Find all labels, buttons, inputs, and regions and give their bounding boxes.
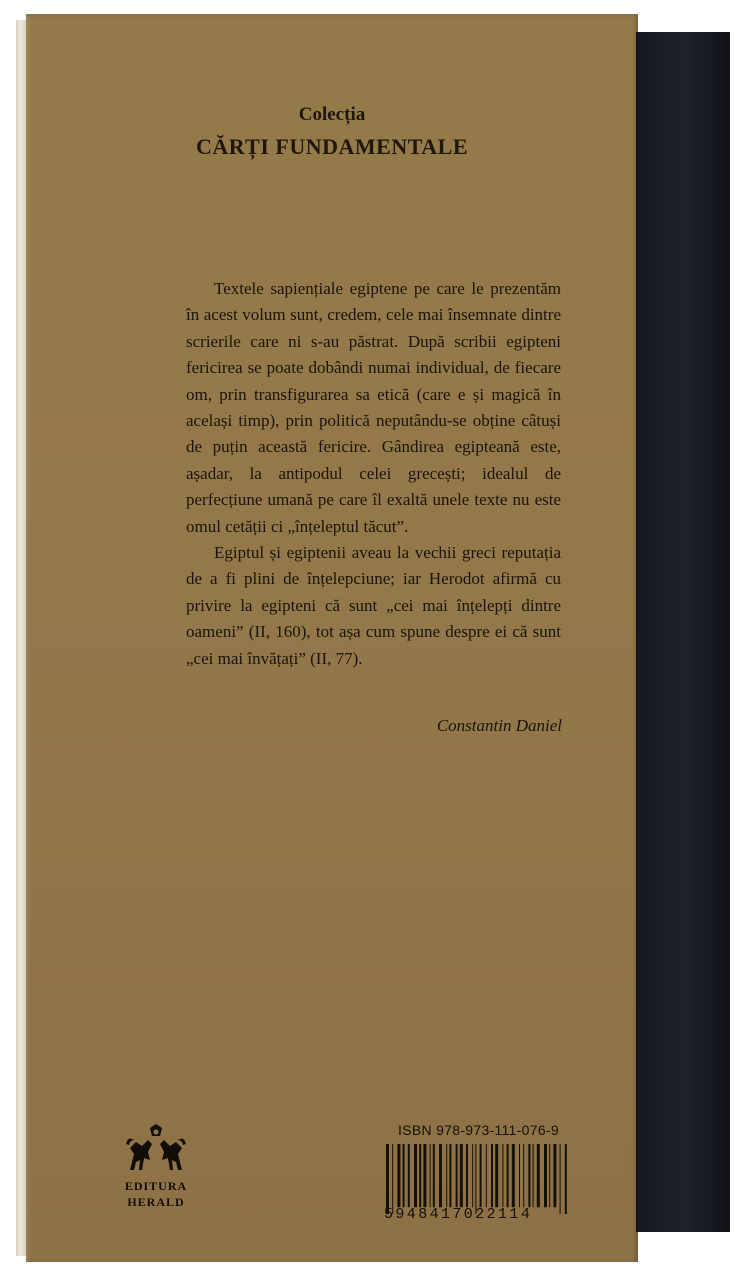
barcode-bar bbox=[480, 1144, 482, 1207]
barcode-bar bbox=[414, 1144, 417, 1207]
isbn-block bbox=[384, 1122, 574, 1223]
barcode-bar bbox=[439, 1144, 442, 1207]
barcode-bar bbox=[475, 1144, 476, 1214]
barcode-bar bbox=[408, 1144, 410, 1207]
barcode-bar bbox=[386, 1144, 389, 1214]
barcode-digits: 5948417022114 bbox=[384, 1206, 533, 1223]
barcode-bar bbox=[486, 1144, 487, 1207]
book bbox=[16, 14, 730, 1262]
back-cover bbox=[26, 14, 638, 1262]
barcode-bar bbox=[466, 1144, 468, 1207]
barcode-bar bbox=[544, 1144, 547, 1207]
barcode-bar bbox=[491, 1144, 493, 1207]
publisher-name bbox=[121, 1178, 191, 1210]
barcode-bar bbox=[397, 1144, 400, 1207]
blurb-text bbox=[186, 276, 561, 672]
barcode-bar bbox=[495, 1144, 498, 1207]
barcode-bar bbox=[560, 1144, 561, 1214]
barcode-bar bbox=[533, 1144, 534, 1207]
publisher-logo bbox=[121, 1124, 191, 1210]
barcode-bar bbox=[502, 1144, 503, 1207]
blurb-paragraph-2: Egiptul și egiptenii aveau la vechii greci reputația de a fi plini de înțelepciune; iar Herodot afirmă cu privire la egipteni că sunt „cei mai înțelepți dintre oameni” (II, 160), tot așa cum spune despre ei că sunt „cei mai învățați” (II, 77). bbox=[186, 543, 561, 668]
publisher-line-1: EDITURA bbox=[124, 1179, 188, 1193]
blurb-paragraph-1: Textele sapiențiale egiptene pe care le prezentăm în acest volum sunt, credem, cele mai însemnate dintre scrierile care ni s-au păstrat. După scribii egipteni fericirea se poate dobândi numai individual, de fiecare om, prin transfigurarea sa etică (care e și magică în același timp), prin politică neputându-se obține câtuși de puțin această fericire. Gândirea egipteană este, așadar, la antipodul celei grecești; idealul de perfecțiune umană pe care îl exaltă unele texte nu este omul cetății ci „înțeleptul tăcut”. bbox=[186, 279, 561, 536]
barcode-bar bbox=[456, 1144, 458, 1207]
author-signature: Constantin Daniel bbox=[436, 716, 562, 735]
barcode-bar bbox=[460, 1144, 463, 1207]
barcode-bar bbox=[423, 1144, 426, 1207]
barcode-bar bbox=[523, 1144, 524, 1207]
barcode-bar bbox=[565, 1144, 567, 1214]
publisher-line-2: HERALD bbox=[127, 1195, 185, 1209]
series-title: CĂRȚI FUNDAMENTALE bbox=[196, 134, 468, 159]
heraldic-lions-icon bbox=[124, 1124, 188, 1174]
barcode-bar bbox=[430, 1144, 431, 1207]
barcode-bar bbox=[449, 1144, 451, 1207]
barcode-bar bbox=[553, 1144, 556, 1207]
barcode-bar bbox=[446, 1144, 447, 1207]
barcode-bar bbox=[433, 1144, 435, 1207]
barcode bbox=[384, 1144, 574, 1214]
barcode-bar bbox=[403, 1144, 405, 1207]
series-label: Colecția bbox=[298, 104, 366, 125]
barcode-bar bbox=[419, 1144, 421, 1207]
book-spine bbox=[636, 32, 730, 1232]
barcode-bar bbox=[549, 1144, 550, 1207]
barcode-bar bbox=[519, 1144, 520, 1207]
barcode-bar bbox=[472, 1144, 473, 1207]
barcode-bar bbox=[512, 1144, 515, 1207]
barcode-bar bbox=[507, 1144, 509, 1207]
barcode-bar bbox=[528, 1144, 530, 1207]
barcode-bar bbox=[537, 1144, 540, 1207]
isbn-number: ISBN 978-973-111-076-9 bbox=[398, 1122, 559, 1138]
barcode-bar bbox=[392, 1144, 393, 1214]
